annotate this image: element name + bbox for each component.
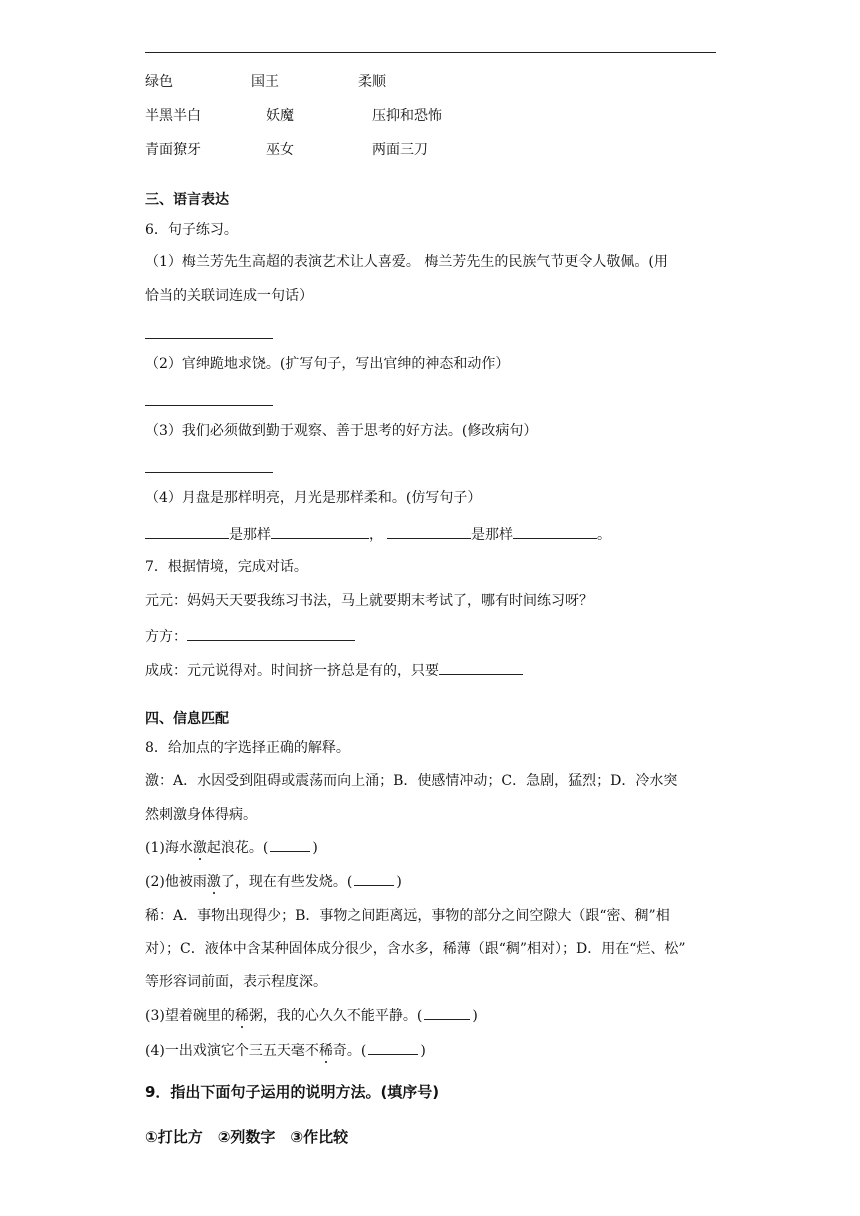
q6-4-word-3: 是那样	[471, 527, 513, 543]
ji-definition-line2: 然刺激身体得病。	[145, 807, 257, 823]
s3-post: 粥，我的心久久不能平静。(	[248, 1008, 423, 1024]
xi-definition-line2: 对）；C．液体中含某种固体成分很少，含水多，稀薄（跟“稠”相对）；D．用在“烂、松”	[145, 941, 686, 957]
q7-fangfang	[145, 626, 355, 646]
q6-3-answer-blank[interactable]	[145, 472, 273, 473]
q8-sentence-3	[145, 1005, 478, 1025]
xi-definition-line1: 稀：A．事物出现得少；B．事物之间距离远，事物的部分之间空隙大（跟“密、稠”相	[145, 908, 670, 924]
s4-post: 奇。(	[332, 1043, 367, 1059]
q6-1-line2: 恰当的关联词连成一句话）	[145, 288, 313, 304]
match-row1-col1: 绿色	[145, 74, 173, 90]
s4-answer-blank[interactable]	[368, 1040, 418, 1055]
s1-pre: (1)海水	[145, 840, 193, 856]
s4-dotted-char: 稀	[318, 1043, 333, 1059]
match-row2-col2: 妖魔	[266, 108, 294, 124]
q8-sentence-2	[145, 871, 402, 891]
q7-chengcheng	[145, 660, 523, 680]
q6-3: （3）我们必须做到勤于观察、善于思考的好方法。(修改病句）	[145, 423, 538, 439]
s3-pre: (3)望着碗里的	[145, 1008, 235, 1024]
s2-dotted-char: 激	[206, 874, 221, 890]
q8-sentence-4	[145, 1040, 426, 1060]
s2-pre: (2)他被雨	[145, 874, 207, 890]
q6-1-line1: （1）梅兰芳先生高超的表演艺术让人喜爱。 梅兰芳先生的民族气节更令人敬佩。(用	[145, 254, 668, 270]
q7-fangfang-blank[interactable]	[187, 626, 355, 641]
q6-4-word-1: 是那样	[229, 527, 271, 543]
match-row2-col3: 压抑和恐怖	[372, 108, 442, 124]
q6-2: （2）官绅跪地求饶。(扩写句子，写出官绅的神态和动作）	[145, 356, 510, 372]
q7-title: 7．根据情境，完成对话。	[145, 559, 308, 575]
q7-chengcheng-blank[interactable]	[439, 660, 523, 675]
s1-answer-blank[interactable]	[270, 837, 310, 852]
q9-options: ①打比方 ②列数字 ③作比较	[145, 1128, 349, 1146]
q6-4: （4）月盘是那样明亮，月光是那样柔和。(仿写句子）	[145, 490, 482, 506]
q8-title: 8．给加点的字选择正确的解释。	[145, 740, 350, 756]
top-rule	[145, 52, 716, 53]
s1-post: 起浪花。(	[206, 840, 269, 856]
s2-answer-blank[interactable]	[354, 871, 394, 886]
s1-dotted-char: 激	[192, 840, 207, 856]
s3-close: )	[472, 1008, 478, 1024]
q8-sentence-1	[145, 837, 318, 857]
xi-definition-line3: 等形容词前面，表示程度深。	[145, 974, 327, 990]
q7-fangfang-label: 方方：	[145, 629, 187, 645]
q7-yuanyuan: 元元：妈妈天天要我练习书法，马上就要期末考试了，哪有时间练习呀？	[145, 593, 593, 609]
q9-title: 9．指出下面句子运用的说明方法。(填序号)	[145, 1083, 440, 1101]
q6-4-word-4: 。	[597, 527, 611, 543]
q6-title: 6．句子练习。	[145, 222, 238, 238]
q6-2-answer-blank[interactable]	[145, 405, 273, 406]
section3-heading: 三、语言表达	[145, 192, 229, 208]
q6-4-word-2: ，	[369, 527, 383, 543]
q6-4-fill-line	[145, 524, 611, 544]
s2-post: 了，现在有些发烧。(	[220, 874, 353, 890]
section4-heading: 四、信息匹配	[145, 711, 229, 727]
s1-close: )	[312, 840, 318, 856]
s4-pre: (4)一出戏演它个三五天毫不	[145, 1043, 319, 1059]
s3-dotted-char: 稀	[234, 1008, 249, 1024]
s3-answer-blank[interactable]	[424, 1005, 470, 1020]
q6-1-answer-blank[interactable]	[145, 338, 273, 339]
match-row2-col1: 半黑半白	[145, 108, 201, 124]
q6-4-blank-2[interactable]	[271, 524, 369, 539]
q6-4-blank-3[interactable]	[387, 524, 471, 539]
q6-4-blank-1[interactable]	[145, 524, 229, 539]
match-row3-col1: 青面獠牙	[145, 142, 201, 158]
q6-4-blank-4[interactable]	[513, 524, 597, 539]
match-row1-col3: 柔顺	[358, 74, 386, 90]
match-row3-col2: 巫女	[266, 142, 294, 158]
ji-definition-line1: 激：A．水因受到阻碍或震荡而向上涌；B．使感情冲动；C．急剧，猛烈；D．冷水突	[145, 773, 678, 789]
s2-close: )	[396, 874, 402, 890]
s4-close: )	[420, 1043, 426, 1059]
match-row3-col3: 两面三刀	[372, 142, 428, 158]
q7-chengcheng-text: 成成：元元说得对。时间挤一挤总是有的，只要	[145, 663, 439, 679]
match-row1-col2: 国王	[251, 74, 279, 90]
